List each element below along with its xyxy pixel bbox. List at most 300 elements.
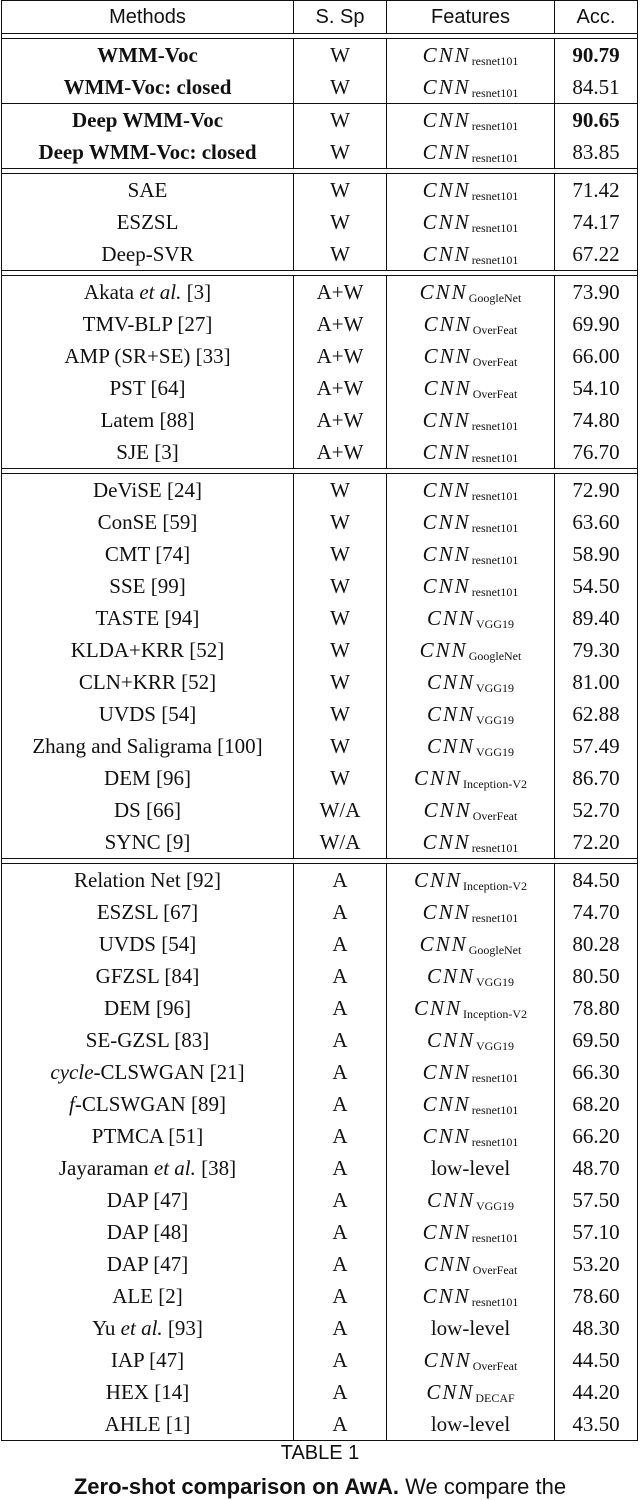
features-subscript: resnet101 bbox=[471, 1102, 519, 1117]
semantic-space-cell: A bbox=[294, 960, 387, 992]
semantic-space-cell: W bbox=[294, 206, 387, 238]
semantic-space-cell: W bbox=[294, 39, 387, 71]
features-subscript: resnet101 bbox=[471, 150, 519, 165]
semantic-space-cell: W bbox=[294, 474, 387, 506]
features-cell bbox=[387, 136, 555, 168]
accuracy-cell: 80.28 bbox=[572, 931, 620, 956]
table-row bbox=[1, 404, 638, 436]
table-caption-text bbox=[0, 1474, 640, 1500]
features-cnn: CNN bbox=[422, 829, 471, 854]
features-subscript: resnet101 bbox=[471, 188, 519, 203]
table-row bbox=[1, 474, 638, 506]
features-cnn: CNN bbox=[422, 899, 471, 924]
semantic-space-cell: W bbox=[294, 174, 387, 206]
features-cell bbox=[387, 730, 555, 762]
table-row bbox=[1, 372, 638, 404]
method-cell bbox=[2, 1408, 294, 1440]
accuracy-cell: 72.20 bbox=[572, 829, 620, 854]
method-name: Zhang and Saligrama [100] bbox=[32, 733, 263, 758]
table-row bbox=[1, 1152, 638, 1184]
table-bottom-rule bbox=[1, 1440, 638, 1441]
features-subscript: resnet101 bbox=[471, 1230, 519, 1245]
method-cell bbox=[2, 39, 294, 71]
semantic-space-cell: A bbox=[294, 1024, 387, 1056]
method-cell bbox=[2, 1120, 294, 1152]
features-subscript: Inception-V2 bbox=[463, 1006, 527, 1021]
accuracy-cell: 44.20 bbox=[572, 1379, 620, 1404]
features-cnn: CNN bbox=[423, 1251, 472, 1276]
accuracy-cell: 44.50 bbox=[572, 1347, 620, 1372]
features-cnn: CNN bbox=[419, 279, 468, 304]
features-cell bbox=[387, 1376, 555, 1408]
semantic-space-cell: A bbox=[294, 1216, 387, 1248]
features-cnn: CNN bbox=[423, 343, 472, 368]
features-cell bbox=[387, 928, 555, 960]
features-cnn: CNN bbox=[422, 139, 471, 164]
method-cell bbox=[2, 960, 294, 992]
features-cell bbox=[387, 1344, 555, 1376]
features-subscript: VGG19 bbox=[476, 712, 515, 727]
method-cell bbox=[2, 570, 294, 602]
features-cnn: CNN bbox=[422, 42, 471, 67]
features-subscript: resnet101 bbox=[471, 418, 519, 433]
features-cnn: CNN bbox=[426, 1027, 476, 1052]
features-subscript: GoogleNet bbox=[468, 290, 522, 305]
table-row bbox=[1, 1088, 638, 1120]
method-cell bbox=[2, 1184, 294, 1216]
features-cnn: CNN bbox=[423, 1347, 472, 1372]
table-row bbox=[1, 1376, 638, 1408]
table-row bbox=[1, 1184, 638, 1216]
method-ref: [38] bbox=[195, 1155, 237, 1180]
features-subscript: resnet101 bbox=[471, 488, 519, 503]
method-cell bbox=[2, 1152, 294, 1184]
features-cell bbox=[387, 436, 555, 468]
method-cell bbox=[2, 928, 294, 960]
features-subscript: OverFeat bbox=[472, 354, 518, 369]
semantic-space-cell: W bbox=[294, 506, 387, 538]
features-cnn: CNN bbox=[426, 1187, 476, 1212]
accuracy-cell: 54.10 bbox=[572, 375, 620, 400]
method-name: Yu bbox=[92, 1315, 121, 1340]
method-name: Jayaraman bbox=[58, 1155, 154, 1180]
method-cell bbox=[2, 896, 294, 928]
accuracy-cell: 54.50 bbox=[572, 573, 620, 598]
table-row bbox=[1, 1312, 638, 1344]
features-subscript: resnet101 bbox=[471, 552, 519, 567]
features-cell bbox=[387, 1024, 555, 1056]
accuracy-cell: 83.85 bbox=[572, 139, 620, 164]
features-subscript: resnet101 bbox=[471, 450, 519, 465]
method-cell bbox=[2, 634, 294, 666]
method-ref: [3] bbox=[181, 279, 212, 304]
method-cell bbox=[2, 308, 294, 340]
accuracy-cell: 76.70 bbox=[572, 439, 620, 464]
method-name: TMV-BLP [27] bbox=[82, 311, 213, 336]
method-name: KLDA+KRR [52] bbox=[70, 637, 225, 662]
table-row bbox=[1, 762, 638, 794]
semantic-space-cell: A+W bbox=[294, 436, 387, 468]
method-name: PST [64] bbox=[109, 375, 186, 400]
features-cell bbox=[387, 602, 555, 634]
method-cell bbox=[2, 1376, 294, 1408]
header-cell: Acc. bbox=[576, 5, 616, 28]
features-cell bbox=[387, 538, 555, 570]
method-cell bbox=[2, 992, 294, 1024]
caption-rest: We compare the bbox=[399, 1474, 567, 1499]
features-text: low-level bbox=[430, 1315, 511, 1340]
accuracy-cell: 69.90 bbox=[572, 311, 620, 336]
features-cnn: CNN bbox=[422, 209, 471, 234]
method-name: SE-GZSL [83] bbox=[85, 1027, 210, 1052]
semantic-space-cell: A bbox=[294, 1184, 387, 1216]
semantic-space-cell: W bbox=[294, 698, 387, 730]
method-name: DAP [47] bbox=[106, 1187, 189, 1212]
table-row bbox=[1, 308, 638, 340]
caption-bold: Zero-shot comparison on AwA. bbox=[73, 1474, 399, 1499]
semantic-space-cell: W bbox=[294, 730, 387, 762]
features-subscript: resnet101 bbox=[471, 1294, 519, 1309]
accuracy-cell: 79.30 bbox=[572, 637, 620, 662]
table-caption-label: TABLE 1 bbox=[280, 1442, 360, 1464]
features-cell bbox=[387, 39, 555, 71]
features-cell bbox=[387, 206, 555, 238]
accuracy-cell: 68.20 bbox=[572, 1091, 620, 1116]
method-italic: et al. bbox=[153, 1155, 196, 1180]
features-subscript: OverFeat bbox=[472, 1262, 518, 1277]
accuracy-cell: 63.60 bbox=[572, 509, 620, 534]
semantic-space-cell: A bbox=[294, 1408, 387, 1440]
table-row bbox=[1, 826, 638, 858]
method-cell bbox=[2, 506, 294, 538]
method-ref: [93] bbox=[162, 1315, 203, 1340]
semantic-space-cell: A+W bbox=[294, 372, 387, 404]
semantic-space-cell: A bbox=[294, 1088, 387, 1120]
method-cell bbox=[2, 136, 294, 168]
features-cnn: CNN bbox=[422, 74, 471, 99]
accuracy-cell: 84.50 bbox=[572, 867, 620, 892]
features-cell bbox=[387, 1184, 555, 1216]
method-name: UVDS [54] bbox=[98, 701, 197, 726]
header-cell: S. Sp bbox=[294, 1, 387, 33]
features-subscript: resnet101 bbox=[471, 53, 519, 68]
features-cnn: CNN bbox=[422, 439, 471, 464]
method-name: PTMCA [51] bbox=[91, 1123, 204, 1148]
features-subscript: resnet101 bbox=[471, 1134, 519, 1149]
features-cell bbox=[387, 1408, 555, 1440]
table-row bbox=[1, 602, 638, 634]
table-header bbox=[1, 0, 638, 33]
method-name: ALE [2] bbox=[112, 1283, 183, 1308]
accuracy-cell: 69.50 bbox=[572, 1027, 620, 1052]
accuracy-cell: 48.70 bbox=[572, 1155, 620, 1180]
accuracy-cell: 90.65 bbox=[572, 107, 620, 132]
method-italic-prefix: f bbox=[69, 1091, 75, 1116]
method-name: Deep-SVR bbox=[101, 241, 194, 266]
header-cell: Methods bbox=[2, 1, 294, 33]
table-row bbox=[1, 730, 638, 762]
features-cnn: CNN bbox=[422, 177, 471, 202]
features-cell bbox=[387, 506, 555, 538]
features-cell bbox=[387, 666, 555, 698]
semantic-space-cell: A+W bbox=[294, 404, 387, 436]
features-subscript: VGG19 bbox=[476, 974, 515, 989]
accuracy-cell: 66.00 bbox=[572, 343, 620, 368]
table-row bbox=[1, 698, 638, 730]
features-cell bbox=[387, 960, 555, 992]
table-row bbox=[1, 570, 638, 602]
accuracy-cell: 78.80 bbox=[572, 995, 620, 1020]
accuracy-cell: 90.79 bbox=[572, 42, 620, 67]
semantic-space-cell: W bbox=[294, 762, 387, 794]
method-cell bbox=[2, 1248, 294, 1280]
method-cell bbox=[2, 730, 294, 762]
features-cnn: CNN bbox=[422, 1283, 471, 1308]
features-cnn: CNN bbox=[422, 541, 471, 566]
method-name: WMM-Voc: closed bbox=[63, 74, 232, 99]
features-cnn: CNN bbox=[422, 477, 471, 502]
features-cell bbox=[387, 238, 555, 270]
features-cnn: CNN bbox=[426, 669, 476, 694]
semantic-space-cell: W bbox=[294, 666, 387, 698]
accuracy-cell: 78.60 bbox=[572, 1283, 620, 1308]
accuracy-cell: 66.30 bbox=[572, 1059, 620, 1084]
table-row bbox=[1, 206, 638, 238]
table-row bbox=[1, 71, 638, 103]
method-name: SJE [3] bbox=[116, 439, 179, 464]
method-name: ConSE [59] bbox=[97, 509, 198, 534]
features-cnn: CNN bbox=[422, 1091, 471, 1116]
table-row bbox=[1, 634, 638, 666]
method-cell bbox=[2, 698, 294, 730]
method-cell bbox=[2, 104, 294, 136]
semantic-space-cell: W bbox=[294, 538, 387, 570]
accuracy-cell: 73.90 bbox=[572, 279, 620, 304]
method-name: AHLE [1] bbox=[104, 1411, 191, 1436]
method-cell bbox=[2, 1312, 294, 1344]
method-cell bbox=[2, 666, 294, 698]
table-row bbox=[1, 960, 638, 992]
accuracy-cell: 74.17 bbox=[572, 209, 620, 234]
semantic-space-cell: A bbox=[294, 1120, 387, 1152]
features-cell bbox=[387, 570, 555, 602]
features-cnn: CNN bbox=[422, 509, 471, 534]
features-cell bbox=[387, 1312, 555, 1344]
semantic-space-cell: W bbox=[294, 104, 387, 136]
method-name: -CLSWGAN [21] bbox=[93, 1059, 245, 1084]
table-row bbox=[1, 1248, 638, 1280]
features-cell bbox=[387, 794, 555, 826]
features-subscript: DECAF bbox=[475, 1390, 515, 1405]
semantic-space-cell: A bbox=[294, 992, 387, 1024]
method-name: DAP [48] bbox=[106, 1219, 189, 1244]
table-row bbox=[1, 896, 638, 928]
table-row bbox=[1, 1344, 638, 1376]
method-cell bbox=[2, 1088, 294, 1120]
method-name: DeViSE [24] bbox=[93, 477, 202, 502]
features-subscript: resnet101 bbox=[471, 118, 519, 133]
accuracy-cell: 57.10 bbox=[572, 1219, 620, 1244]
semantic-space-cell: W bbox=[294, 71, 387, 103]
features-cnn: CNN bbox=[423, 375, 472, 400]
table-row bbox=[1, 794, 638, 826]
method-name: DEM [96] bbox=[104, 765, 191, 790]
features-subscript: resnet101 bbox=[471, 910, 519, 925]
features-cell bbox=[387, 698, 555, 730]
semantic-space-cell: A bbox=[294, 1152, 387, 1184]
method-name: Akata bbox=[83, 279, 140, 304]
semantic-space-cell: W bbox=[294, 634, 387, 666]
table-row bbox=[1, 340, 638, 372]
semantic-space-cell: W bbox=[294, 238, 387, 270]
method-name: DEM [96] bbox=[104, 995, 191, 1020]
features-cnn: CNN bbox=[423, 797, 472, 822]
table-row bbox=[1, 666, 638, 698]
method-italic: et al. bbox=[120, 1315, 163, 1340]
features-subscript: VGG19 bbox=[476, 616, 515, 631]
features-cnn: CNN bbox=[419, 637, 468, 662]
semantic-space-cell: A bbox=[294, 1248, 387, 1280]
accuracy-cell: 80.50 bbox=[572, 963, 620, 988]
accuracy-cell: 57.50 bbox=[572, 1187, 620, 1212]
method-name: ESZSL bbox=[116, 209, 179, 234]
accuracy-cell: 66.20 bbox=[572, 1123, 620, 1148]
method-cell bbox=[2, 762, 294, 794]
semantic-space-cell: A bbox=[294, 1056, 387, 1088]
features-cell bbox=[387, 634, 555, 666]
features-subscript: VGG19 bbox=[476, 744, 515, 759]
accuracy-cell: 86.70 bbox=[572, 765, 620, 790]
features-cell bbox=[387, 404, 555, 436]
features-cell bbox=[387, 104, 555, 136]
features-cell bbox=[387, 992, 555, 1024]
table-row bbox=[1, 1056, 638, 1088]
table-row bbox=[1, 136, 638, 168]
features-text: low-level bbox=[430, 1155, 511, 1180]
method-cell bbox=[2, 602, 294, 634]
method-italic: et al. bbox=[139, 279, 182, 304]
table-row bbox=[1, 1408, 638, 1440]
features-cnn: CNN bbox=[413, 867, 463, 892]
accuracy-cell: 74.70 bbox=[572, 899, 620, 924]
method-cell bbox=[2, 826, 294, 858]
features-cell bbox=[387, 308, 555, 340]
table-row bbox=[1, 174, 638, 206]
semantic-space-cell: A bbox=[294, 928, 387, 960]
features-cell bbox=[387, 826, 555, 858]
features-subscript: OverFeat bbox=[472, 808, 518, 823]
features-cnn: CNN bbox=[422, 1219, 471, 1244]
features-cell bbox=[387, 864, 555, 896]
method-name: UVDS [54] bbox=[98, 931, 197, 956]
features-cell bbox=[387, 1280, 555, 1312]
features-cell bbox=[387, 372, 555, 404]
table-row bbox=[1, 864, 638, 896]
features-cell bbox=[387, 762, 555, 794]
method-name: Latem [88] bbox=[100, 407, 195, 432]
accuracy-cell: 67.22 bbox=[572, 241, 620, 266]
features-cnn: CNN bbox=[422, 1059, 471, 1084]
method-cell bbox=[2, 1024, 294, 1056]
method-cell bbox=[2, 474, 294, 506]
semantic-space-cell: W/A bbox=[294, 794, 387, 826]
table-row bbox=[1, 1216, 638, 1248]
method-cell bbox=[2, 1344, 294, 1376]
table-row bbox=[1, 436, 638, 468]
features-cnn: CNN bbox=[426, 733, 476, 758]
accuracy-cell: 84.51 bbox=[572, 74, 620, 99]
method-cell bbox=[2, 404, 294, 436]
features-cell bbox=[387, 896, 555, 928]
method-cell bbox=[2, 1056, 294, 1088]
method-cell bbox=[2, 174, 294, 206]
method-cell bbox=[2, 206, 294, 238]
accuracy-cell: 48.30 bbox=[572, 1315, 620, 1340]
table-row bbox=[1, 538, 638, 570]
comparison-table bbox=[1, 0, 638, 1441]
features-cnn: CNN bbox=[422, 573, 471, 598]
semantic-space-cell: A bbox=[294, 1344, 387, 1376]
semantic-space-cell: W bbox=[294, 136, 387, 168]
semantic-space-cell: A+W bbox=[294, 308, 387, 340]
features-cell bbox=[387, 276, 555, 308]
table-row bbox=[1, 506, 638, 538]
features-subscript: VGG19 bbox=[476, 1198, 515, 1213]
features-cell bbox=[387, 174, 555, 206]
features-subscript: Inception-V2 bbox=[463, 776, 527, 791]
features-cell bbox=[387, 1248, 555, 1280]
features-cnn: CNN bbox=[419, 931, 468, 956]
features-subscript: resnet101 bbox=[471, 252, 519, 267]
method-name: -CLSWGAN [89] bbox=[74, 1091, 226, 1116]
features-cell bbox=[387, 1216, 555, 1248]
features-cell bbox=[387, 1152, 555, 1184]
accuracy-cell: 89.40 bbox=[572, 605, 620, 630]
method-name: GFZSL [84] bbox=[95, 963, 200, 988]
method-cell bbox=[2, 340, 294, 372]
method-name: IAP [47] bbox=[110, 1347, 185, 1372]
features-subscript: OverFeat bbox=[472, 322, 518, 337]
method-name: Deep WMM-Voc: closed bbox=[38, 139, 257, 164]
accuracy-cell: 43.50 bbox=[572, 1411, 620, 1436]
accuracy-cell: 57.49 bbox=[572, 733, 620, 758]
features-cnn: CNN bbox=[426, 605, 476, 630]
features-subscript: resnet101 bbox=[471, 584, 519, 599]
method-name: SAE bbox=[127, 177, 168, 202]
semantic-space-cell: W/A bbox=[294, 826, 387, 858]
method-name: TASTE [94] bbox=[95, 605, 200, 630]
semantic-space-cell: A bbox=[294, 864, 387, 896]
method-cell bbox=[2, 538, 294, 570]
features-subscript: VGG19 bbox=[476, 1038, 515, 1053]
accuracy-cell: 52.70 bbox=[572, 797, 620, 822]
semantic-space-cell: W bbox=[294, 602, 387, 634]
accuracy-cell: 53.20 bbox=[572, 1251, 620, 1276]
table-row bbox=[1, 1280, 638, 1312]
method-cell bbox=[2, 1216, 294, 1248]
features-subscript: VGG19 bbox=[476, 680, 515, 695]
method-name: SSE [99] bbox=[109, 573, 186, 598]
features-subscript: resnet101 bbox=[471, 220, 519, 235]
accuracy-cell: 58.90 bbox=[572, 541, 620, 566]
features-cell bbox=[387, 340, 555, 372]
header-cell: Features bbox=[387, 1, 555, 33]
features-cnn: CNN bbox=[413, 765, 463, 790]
method-name: HEX [14] bbox=[105, 1379, 190, 1404]
method-cell bbox=[2, 238, 294, 270]
features-text: low-level bbox=[430, 1411, 511, 1436]
semantic-space-cell: A bbox=[294, 1280, 387, 1312]
